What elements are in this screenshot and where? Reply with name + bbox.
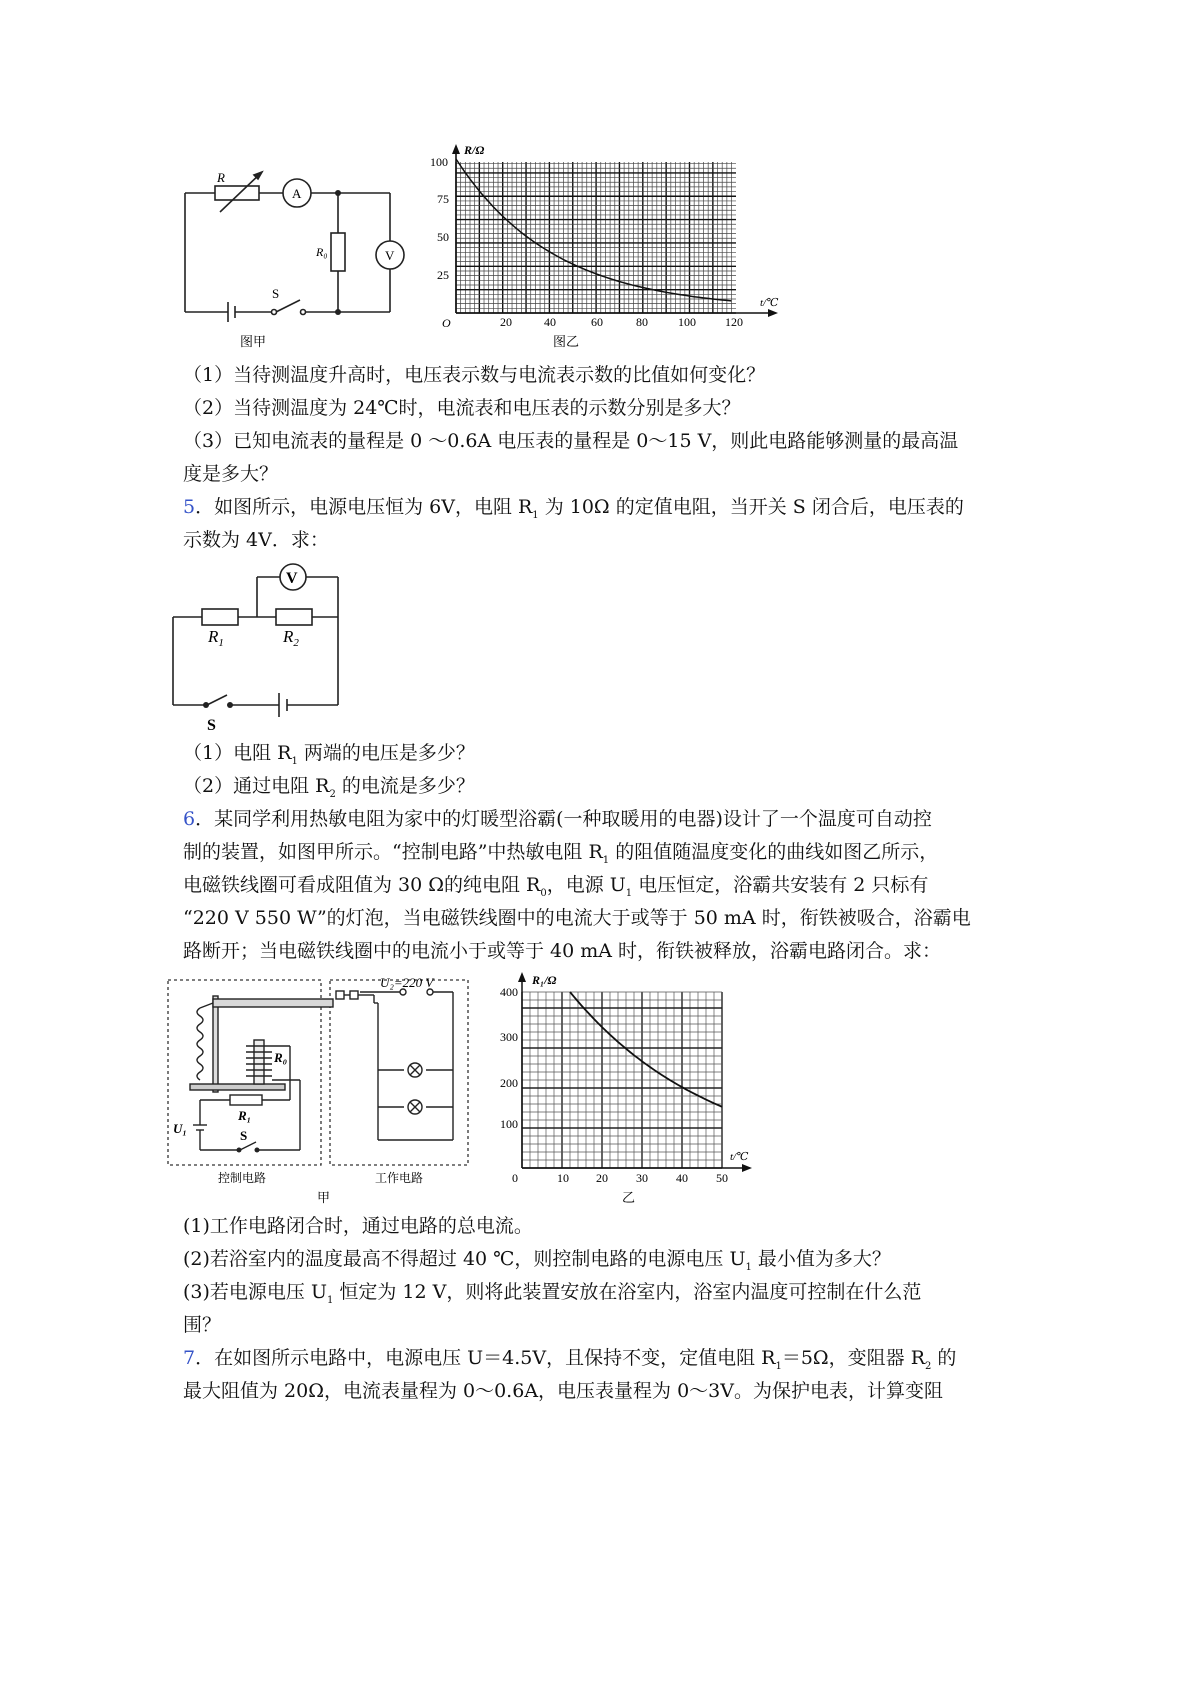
- graph-yi: [430, 143, 779, 349]
- caption-control-circuit: 控制电路: [218, 1171, 267, 1185]
- y-tick-label: 100: [430, 155, 448, 169]
- junction-dot: [335, 190, 341, 196]
- question-number: 5: [183, 496, 196, 518]
- question-number: 6: [183, 808, 196, 830]
- question-number: 7: [183, 1347, 196, 1369]
- figure-q5-circuit: [165, 560, 365, 735]
- q6-line4: “220 V 550 W”的灯泡，当电磁铁线圈中的电流大于或等于 50 mA 时，衔铁被吸合，浴霸电: [183, 907, 971, 929]
- q6-line2: 制的装置，如图甲所示。“控制电路”中热敏电阻 $R_1$ 的阻值随温度变化的曲线如图乙所示，: [183, 841, 939, 866]
- origin-label: 0: [512, 1171, 518, 1185]
- q5-line2: 示数为 4V．求：: [183, 529, 329, 551]
- q7-line2: 最大阻值为 20Ω，电流表量程为 0～0.6A，电压表量程为 0～3V。为保护电表，计算变阻: [183, 1380, 943, 1402]
- q6-sub2: (2)若浴室内的温度最高不得超过 40 ℃，则控制电路的电源电压 $U_1$ 最小值为多大？: [183, 1248, 891, 1273]
- x-tick-label: 60: [591, 315, 603, 329]
- x-axis-label: t/℃: [730, 1151, 749, 1163]
- junction-dot: [335, 309, 341, 315]
- caption-tu-yi: 图乙: [553, 334, 580, 349]
- caption-jia: 甲: [317, 1190, 331, 1205]
- label-R1: $R_1$: [208, 627, 224, 649]
- q6-sub3: (3)若电源电压 $U_1$ 恒定为 12 V，则将此装置安放在浴室内，浴室内温度可控制在什么范: [183, 1281, 922, 1306]
- x-tick-label: 80: [636, 315, 648, 329]
- x-tick-label: 20: [500, 315, 512, 329]
- resistance-curve: [570, 992, 722, 1107]
- y-tick-label: 75: [437, 192, 449, 206]
- voltmeter-label: V: [385, 248, 395, 263]
- q6-line1: 6．某同学利用热敏电阻为家中的灯暖型浴霸(一种取暖用的电器)设计了一个温度可自动控: [183, 808, 932, 830]
- x-tick-label: 50: [716, 1171, 728, 1185]
- x-tick-label: 120: [725, 315, 743, 329]
- q5-sub1: （1）电阻 $R_1$ 两端的电压是多少？: [183, 742, 475, 767]
- label-R1: R₁: [238, 1108, 252, 1123]
- x-axis-label: t/℃: [760, 297, 779, 309]
- label-R0: R₀: [316, 245, 328, 259]
- q4-sub2: （2）当待测温度为 24℃时，电流表和电压表的示数分别是多大？: [183, 397, 741, 419]
- caption-working-circuit: 工作电路: [375, 1171, 424, 1185]
- q5-line1: 5．如图所示，电源电压恒为 6V，电阻 $R_1$ 为 10Ω 的定值电阻，当开关 S 闭合后，电压表的: [183, 496, 964, 521]
- ammeter-label: A: [292, 186, 302, 201]
- working-circuit-box: [330, 980, 468, 1165]
- grid: [456, 162, 736, 313]
- q6-line5: 路断开；当电磁铁线圈中的电流小于或等于 40 mA 时，衔铁被释放，浴霸电路闭合。求：: [183, 940, 942, 962]
- figure-1: [180, 140, 820, 355]
- figure-q6: [160, 970, 780, 1210]
- y-axis-arrow: [452, 144, 460, 154]
- q4-sub3: （3）已知电流表的量程是 0 ～0.6A 电压表的量程是 0～15 V，则此电路能够测量的最高温: [183, 430, 959, 452]
- y-tick-label: 400: [500, 985, 518, 999]
- y-tick-label: 100: [500, 1117, 518, 1131]
- x-tick-label: 20: [596, 1171, 608, 1185]
- y-tick-label: 200: [500, 1076, 518, 1090]
- x-tick-label: 100: [678, 315, 696, 329]
- caption-tu-jia: 图甲: [240, 334, 267, 349]
- q4-sub1: （1）当待测温度升高时，电压表示数与电流表示数的比值如何变化？: [183, 364, 766, 386]
- q6-line3: 电磁铁线圈可看成阻值为 30 Ω的纯电阻 $R_0$，电源 $U_1$ 电压恒定，浴霸共安装有 2 只标有: [183, 874, 929, 899]
- label-R0: R₀: [274, 1050, 288, 1065]
- graph-yi: [500, 972, 752, 1205]
- y-tick-label: 50: [437, 230, 449, 244]
- q5-sub2: （2）通过电阻 $R_2$ 的电流是多少？: [183, 775, 475, 800]
- q7-line1: 7．在如图所示电路中，电源电压 U＝4.5V，且保持不变，定值电阻 $R_1=5\Omega$，变阻器 $R_2$ 的: [183, 1347, 957, 1372]
- label-R: R: [217, 170, 225, 185]
- label-R2: $R_2$: [283, 627, 299, 649]
- x-tick-label: 40: [544, 315, 556, 329]
- voltmeter-label: V: [286, 570, 298, 587]
- label-S: S: [240, 1128, 248, 1143]
- y-tick-label: 300: [500, 1030, 518, 1044]
- x-tick-label: 10: [557, 1171, 569, 1185]
- x-tick-label: 30: [636, 1171, 648, 1185]
- y-axis-label: R/Ω: [464, 143, 485, 157]
- q4-sub3-cont: 度是多大？: [183, 463, 279, 485]
- label-U1: U₁: [173, 1121, 187, 1136]
- q6-sub3-cont: 围？: [183, 1314, 222, 1336]
- y-tick-label: 25: [437, 268, 449, 282]
- x-tick-label: 40: [676, 1171, 688, 1185]
- label-S: S: [207, 717, 216, 734]
- label-U2: U₂=220 V: [380, 975, 434, 990]
- x-axis-arrow: [768, 309, 778, 317]
- caption-yi: 乙: [622, 1190, 636, 1205]
- y-axis-label: R₁/Ω: [532, 973, 557, 987]
- label-S: S: [272, 286, 280, 301]
- x-axis-arrow: [742, 1164, 752, 1172]
- grid: [522, 992, 722, 1168]
- q6-sub1: (1)工作电路闭合时，通过电路的总电流。: [183, 1215, 533, 1237]
- origin-label: O: [442, 316, 451, 330]
- y-axis-arrow: [518, 972, 526, 982]
